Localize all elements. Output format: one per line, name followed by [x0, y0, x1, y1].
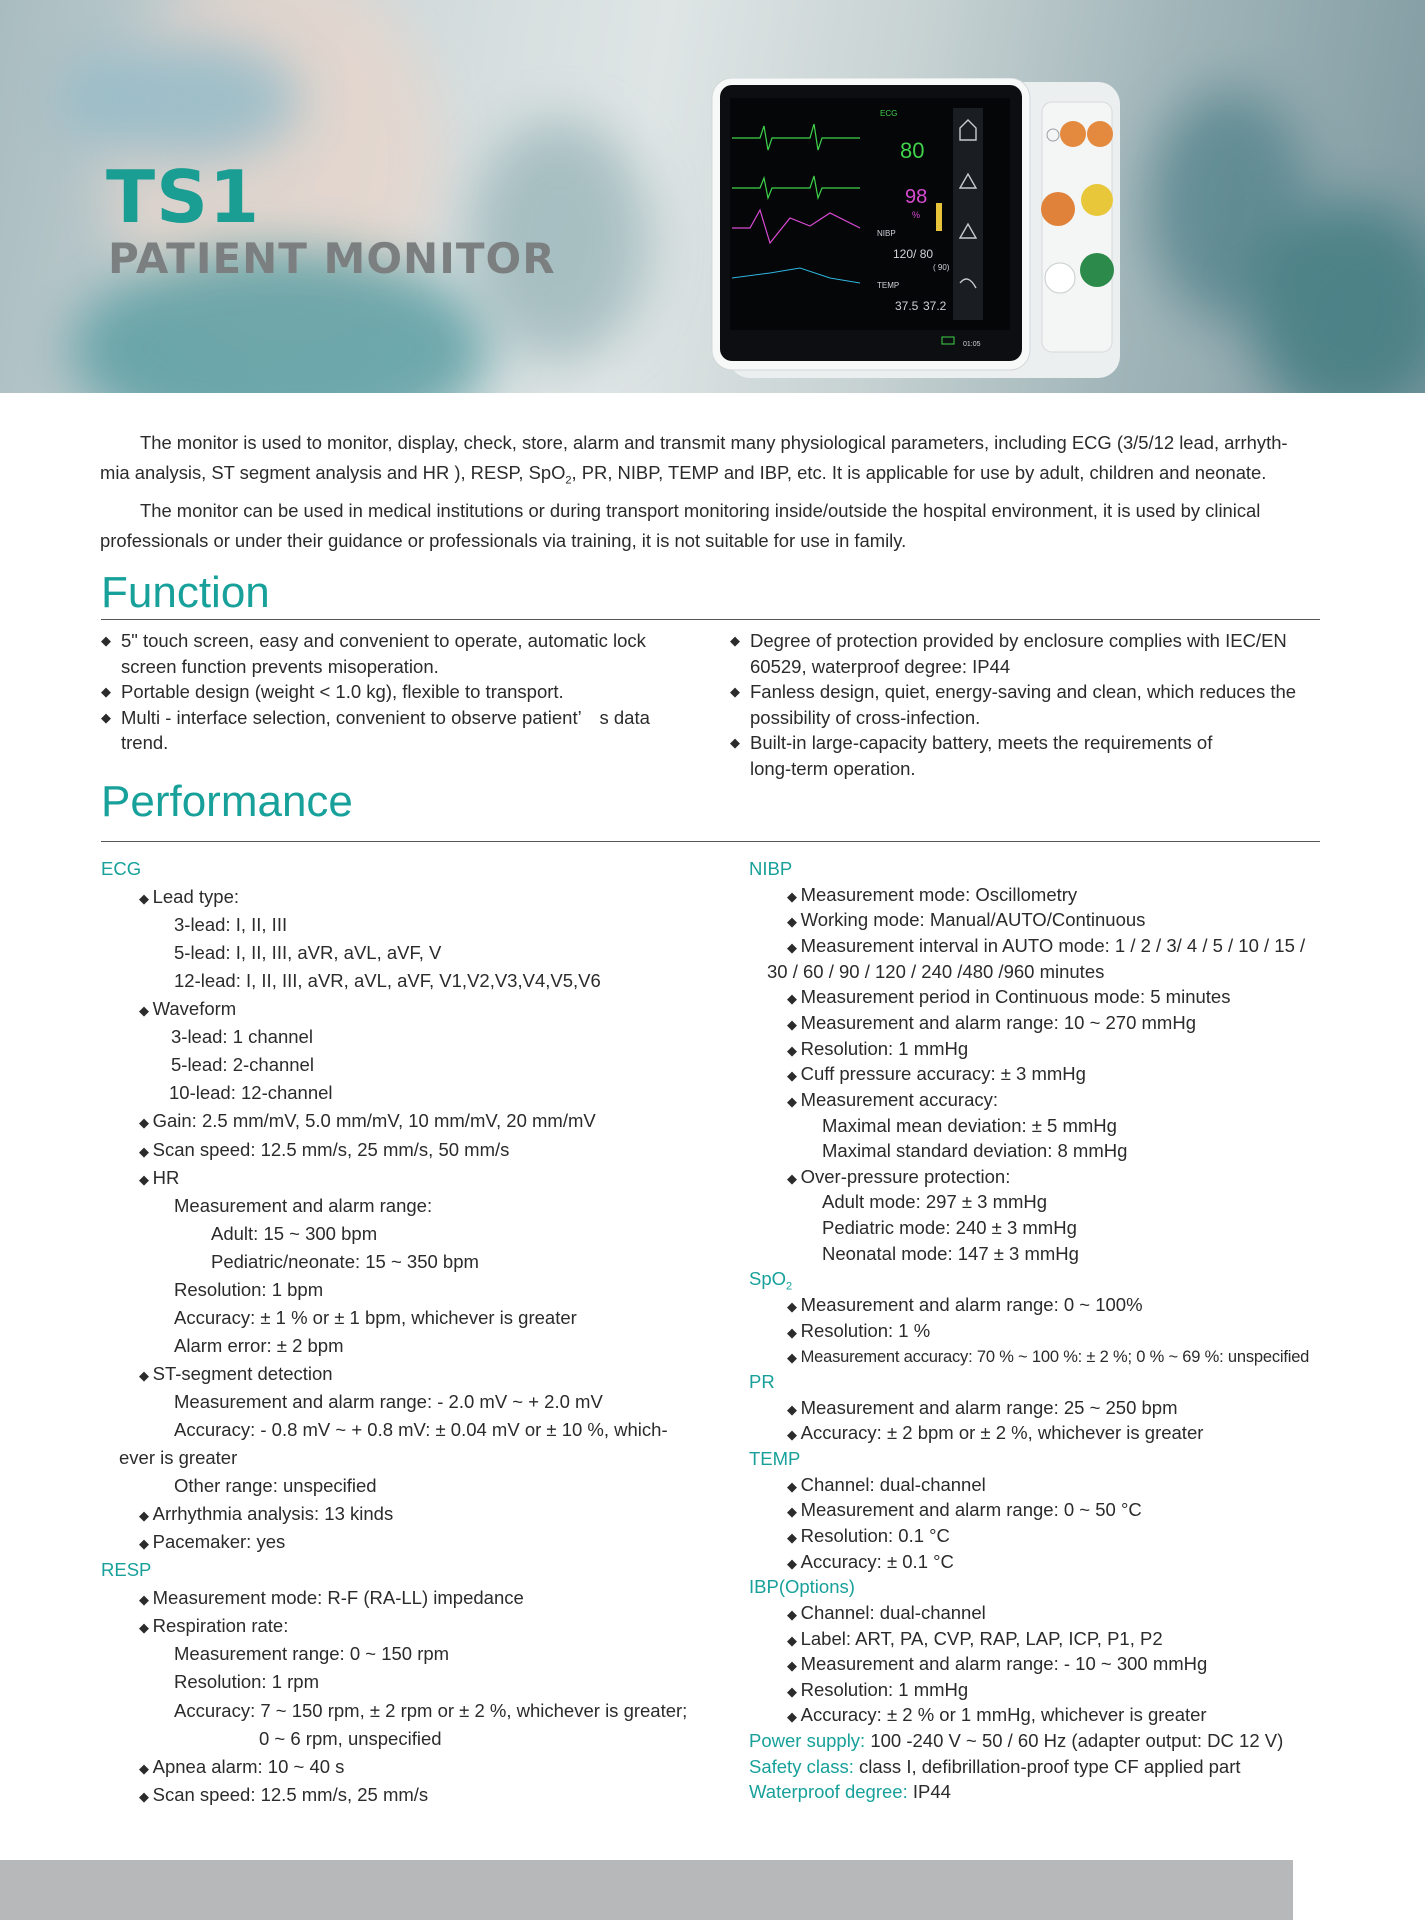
spec-line [211, 1223, 377, 1245]
spec-text: Measurement period in Continuous mode: 5 minutes [800, 986, 1231, 1008]
diamond-bullet-icon: ◆ [139, 1367, 153, 1383]
diamond-bullet-icon: ◆ [787, 1350, 801, 1366]
function-bullet [730, 679, 1322, 730]
intro-description [100, 428, 1322, 556]
screen-temp-label: TEMP [877, 281, 900, 290]
spec-text: Resolution: 1 mmHg [800, 1678, 969, 1700]
spec-text: Accuracy: ± 2 % or 1 mmHg, whichever is greater [800, 1704, 1207, 1726]
spec-text: Measurement and alarm range: 25 ~ 250 bpm [800, 1396, 1178, 1418]
spec-line [787, 1012, 1196, 1034]
spec-line [171, 1054, 314, 1076]
function-bullet-text: long-term operation. [750, 757, 916, 779]
spec-heading-text: TEMP [749, 1447, 801, 1469]
brand-title: TS1 [106, 155, 261, 239]
spec-line [139, 1615, 288, 1637]
spec-value: class I, defibrillation-proof type CF applied part [853, 1755, 1241, 1777]
spec-text: Maximal mean deviation: ± 5 mmHg [822, 1114, 1117, 1136]
spec-text: Measurement accuracy: [800, 1088, 999, 1110]
spec-key: Power supply: [749, 1730, 866, 1752]
intro-text: The monitor is used to monitor, display, check, store, alarm and transmit many physiological parameters, including ECG (3/5/12 lead, arrhyth- [140, 432, 1288, 453]
spec-text: Gain: 2.5 mm/mV, 5.0 mm/mV, 10 mm/mV, 20 mm/mV [152, 1110, 596, 1132]
diamond-bullet-icon: ◆ [139, 1592, 153, 1608]
function-bullet-text: Fanless design, quiet, energy-saving and clean, which reduces the [750, 681, 1297, 703]
spec-key-value [749, 1781, 951, 1803]
spec-text: Waveform [152, 998, 237, 1020]
spec-line [787, 1525, 950, 1547]
footer-bar [0, 1860, 1293, 1920]
hero-background-blur [60, 40, 300, 160]
function-bullet [730, 730, 1322, 781]
spec-line [767, 961, 1104, 983]
diamond-bullet-icon: ◆ [787, 1606, 801, 1622]
function-list-right [730, 628, 1322, 782]
spec-text: Alarm error: ± 2 bpm [174, 1334, 344, 1356]
diamond-bullet-icon: ◆ [139, 1115, 153, 1131]
function-bullet-text: trend. [121, 732, 169, 754]
spec-line [139, 1503, 393, 1525]
diamond-bullet-icon: ◆ [787, 1324, 801, 1340]
screen-hr-value: 80 [900, 138, 925, 163]
diamond-bullet-icon: ◆ [101, 709, 111, 725]
spec-text: Maximal standard deviation: 8 mmHg [822, 1140, 1128, 1162]
spec-text: 10-lead: 12-channel [169, 1082, 333, 1104]
spec-text: Scan speed: 12.5 mm/s, 25 mm/s [152, 1783, 429, 1805]
spec-text: Measurement interval in AUTO mode: 1 / 2 / 3/ 4 / 5 / 10 / 15 / [800, 934, 1306, 956]
spec-text: Measurement mode: R-F (RA-LL) impedance [152, 1587, 524, 1609]
diamond-bullet-icon: ◆ [787, 1042, 801, 1058]
spec-text: Cuff pressure accuracy: ± 3 mmHg [800, 1063, 1086, 1085]
spec-text: 5-lead: I, II, III, aVR, aVL, aVF, V [174, 942, 442, 964]
function-bullet [101, 679, 701, 705]
function-bullet [730, 628, 1322, 679]
intro-text: mia analysis, ST segment analysis and HR ), RESP, SpO [100, 462, 566, 483]
spec-line [169, 1082, 333, 1104]
spec-text: Resolution: 0.1 °C [800, 1524, 950, 1546]
diamond-bullet-icon: ◆ [139, 1003, 153, 1019]
spec-section-heading [749, 1576, 855, 1598]
spec-line [139, 1139, 509, 1161]
diamond-bullet-icon: ◆ [787, 1632, 801, 1648]
diamond-bullet-icon: ◆ [730, 633, 740, 648]
spec-key-value [749, 1730, 1283, 1752]
spec-section-heading [101, 858, 141, 880]
spec-heading-subscript: 2 [786, 1281, 793, 1294]
spec-section-heading [749, 858, 792, 880]
screen-nibp-label: NIBP [877, 229, 896, 238]
spec-text: Measurement and alarm range: 0 ~ 50 °C [800, 1499, 1142, 1521]
diamond-bullet-icon: ◆ [787, 1401, 801, 1417]
spec-text: Resolution: 1 rpm [174, 1671, 319, 1693]
spec-line [787, 1679, 968, 1701]
spec-text: Measurement mode: Oscillometry [800, 883, 1078, 905]
spec-line [787, 1653, 1207, 1675]
screen-nibp-mean: ( 90) [933, 263, 950, 272]
diamond-bullet-icon: ◆ [787, 1093, 801, 1109]
diamond-bullet-icon: ◆ [787, 914, 801, 930]
spec-text: Resolution: 1 bpm [174, 1278, 324, 1300]
diamond-bullet-icon: ◆ [139, 1620, 153, 1636]
function-bullet-text: 5" touch screen, easy and convenient to operate, automatic lock [121, 630, 646, 651]
spec-heading-text: RESP [101, 1559, 152, 1581]
diamond-bullet-icon: ◆ [787, 1504, 801, 1520]
performance-list-left [101, 858, 701, 1808]
spec-text: 5-lead: 2-channel [171, 1054, 314, 1076]
spec-text: Working mode: Manual/AUTO/Continuous [800, 909, 1146, 931]
spec-line [139, 1363, 333, 1385]
spec-heading-text: IBP(Options) [749, 1576, 855, 1598]
diamond-bullet-icon: ◆ [787, 1555, 801, 1571]
diamond-bullet-icon: ◆ [139, 891, 153, 907]
function-bullet [101, 628, 701, 679]
spec-line [787, 1166, 1010, 1188]
spec-text: Measurement and alarm range: - 10 ~ 300 mmHg [800, 1653, 1208, 1675]
spec-line [787, 1320, 930, 1342]
spec-line [174, 1195, 432, 1217]
performance-heading: Performance [101, 777, 353, 826]
spec-line [787, 1551, 954, 1573]
hero-banner [0, 0, 1425, 393]
spec-key: Safety class: [749, 1755, 854, 1777]
spec-text: 30 / 60 / 90 / 120 / 240 /480 /960 minutes [767, 960, 1105, 982]
intro-text: The monitor can be used in medical institutions or during transport monitoring inside/outside the hospital environment, it is used by clinical [140, 499, 1261, 521]
spec-line [787, 884, 1077, 906]
spec-text: Accuracy: - 0.8 mV ~ + 0.8 mV: ± 0.04 mV or ± 10 %, which- [174, 1419, 668, 1440]
screen-nibp-value: 120/ 80 [893, 247, 934, 261]
spec-section-heading [749, 1268, 792, 1293]
spec-value: IP44 [907, 1781, 951, 1803]
spec-heading-text: ECG [101, 858, 142, 879]
function-bullet-text: screen function prevents misoperation. [121, 655, 439, 677]
spec-line [787, 1422, 1203, 1444]
diamond-bullet-icon: ◆ [787, 1016, 801, 1032]
spec-line [174, 1671, 319, 1693]
spec-line [174, 1700, 687, 1722]
diamond-bullet-icon: ◆ [139, 1171, 153, 1187]
spec-line [139, 998, 236, 1020]
spec-section-heading [101, 1559, 151, 1581]
spec-line [822, 1191, 1047, 1213]
function-bullet-text: Portable design (weight < 1.0 kg), flexible to transport. [121, 681, 564, 703]
spec-text: Pediatric mode: 240 ± 3 mmHg [822, 1217, 1077, 1239]
diamond-bullet-icon: ◆ [787, 991, 801, 1007]
spec-text: Channel: dual-channel [800, 1473, 986, 1495]
spec-text: Neonatal mode: 147 ± 3 mmHg [822, 1242, 1079, 1264]
spec-line [174, 1335, 344, 1357]
spec-text: Over-pressure protection: [800, 1165, 1011, 1187]
intro-subscript: 2 [565, 474, 572, 487]
spec-text: Adult mode: 297 ± 3 mmHg [822, 1191, 1048, 1213]
spec-line [174, 1419, 668, 1441]
spec-text: Measurement and alarm range: 10 ~ 270 mmHg [800, 1011, 1196, 1033]
diamond-bullet-icon: ◆ [787, 1068, 801, 1084]
spec-text: 3-lead: 1 channel [171, 1026, 313, 1048]
diamond-bullet-icon: ◆ [787, 1709, 801, 1725]
spec-key: Waterproof degree: [749, 1781, 908, 1803]
spec-text: Adult: 15 ~ 300 bpm [211, 1222, 378, 1244]
spec-text: Lead type: [152, 886, 240, 908]
spec-line [787, 1499, 1142, 1521]
performance-list-right [749, 858, 1329, 1808]
diamond-bullet-icon: ◆ [787, 1427, 801, 1443]
spec-line [787, 986, 1230, 1008]
function-bullet-text: Built-in large-capacity battery, meets the requirements of [750, 732, 1213, 754]
spec-text: Scan speed: 12.5 mm/s, 25 mm/s, 50 mm/s [152, 1138, 510, 1160]
spec-key-value [749, 1756, 1241, 1778]
function-bullet [101, 705, 701, 756]
spec-line [174, 1643, 449, 1665]
spec-text: Measurement range: 0 ~ 150 rpm [174, 1643, 450, 1665]
spec-line [139, 1784, 428, 1806]
spec-text: ST-segment detection [152, 1362, 333, 1384]
function-bullet-text: Multi - interface selection, convenient to observe patient’ s data [121, 706, 650, 728]
spec-line [211, 1251, 479, 1273]
intro-text: professionals or under their guidance or professionals via training, it is not suitable for use in family. [100, 529, 907, 551]
spec-line [119, 1447, 237, 1469]
spec-line [787, 1397, 1178, 1419]
spec-line [787, 1089, 998, 1111]
intro-text: , PR, NIBP, TEMP and IBP, etc. It is applicable for use by adult, children and neonate. [571, 462, 1267, 483]
spec-section-heading [749, 1448, 800, 1470]
spec-line [787, 909, 1145, 931]
spec-line [139, 1167, 179, 1189]
spec-line [822, 1243, 1079, 1265]
spec-line [822, 1140, 1127, 1162]
diamond-bullet-icon: ◆ [101, 684, 111, 700]
spec-line [139, 1531, 285, 1553]
spec-text: Accuracy: ± 2 bpm or ± 2 %, whichever is greater [800, 1422, 1204, 1444]
spec-line [139, 1587, 524, 1609]
diamond-bullet-icon: ◆ [139, 1760, 153, 1776]
spec-line [139, 1756, 344, 1778]
spec-line [174, 1391, 603, 1413]
spec-line [822, 1217, 1077, 1239]
spec-line [259, 1728, 442, 1750]
spec-line [174, 1279, 323, 1301]
spec-text: Resolution: 1 mmHg [800, 1037, 969, 1059]
spec-text: 0 ~ 6 rpm, unspecified [259, 1727, 442, 1749]
performance-divider [101, 841, 1320, 842]
spec-line [174, 914, 287, 936]
diamond-bullet-icon: ◆ [139, 1536, 153, 1552]
spec-line [787, 1704, 1207, 1726]
screen-spo2-unit: % [912, 210, 921, 220]
spec-line [174, 1307, 577, 1329]
function-bullet-text: Degree of protection provided by enclosure complies with IEC/EN [750, 630, 1287, 651]
spec-text: Respiration rate: [152, 1615, 289, 1637]
diamond-bullet-icon: ◆ [101, 633, 111, 648]
spec-text: 3-lead: I, II, III [174, 914, 288, 936]
diamond-bullet-icon: ◆ [139, 1508, 153, 1524]
spec-text: Apnea alarm: 10 ~ 40 s [152, 1755, 345, 1777]
spec-line [787, 1602, 986, 1624]
function-bullet-text: 60529, waterproof degree: IP44 [750, 655, 1011, 677]
diamond-bullet-icon: ◆ [787, 939, 801, 955]
spec-line [139, 1110, 596, 1132]
screen-clock: 01:05 [963, 341, 981, 348]
spec-value: 100 -240 V ~ 50 / 60 Hz (adapter output: DC 12 V) [865, 1730, 1284, 1752]
spec-line [787, 1038, 968, 1060]
diamond-bullet-icon: ◆ [730, 684, 740, 700]
spec-line [822, 1115, 1117, 1137]
diamond-bullet-icon: ◆ [787, 888, 801, 904]
function-heading: Function [101, 568, 270, 617]
diamond-bullet-icon: ◆ [787, 1529, 801, 1545]
screen-temp1-value: 37.5 [895, 299, 919, 313]
spec-heading-text: SpO [749, 1268, 787, 1290]
spec-section-heading [749, 1371, 775, 1393]
diamond-bullet-icon: ◆ [787, 1683, 801, 1699]
spec-text: 12-lead: I, II, III, aVR, aVL, aVF, V1,V2,V3,V4,V5,V6 [174, 970, 601, 992]
spec-text: Measurement and alarm range: 0 ~ 100% [800, 1294, 1143, 1316]
spec-text: Accuracy: 7 ~ 150 rpm, ± 2 rpm or ± 2 %, whichever is greater; [174, 1699, 688, 1721]
spec-line [787, 935, 1305, 957]
spec-text: Arrhythmia analysis: 13 kinds [152, 1503, 394, 1525]
screen-ecg-label: ECG [880, 109, 898, 118]
diamond-bullet-icon: ◆ [139, 1788, 153, 1804]
spec-line [787, 1474, 986, 1496]
spec-text: Accuracy: ± 1 % or ± 1 bpm, whichever is greater [174, 1306, 577, 1328]
spec-text: Pacemaker: yes [152, 1531, 286, 1553]
product-subtitle: PATIENT MONITOR [108, 234, 556, 283]
screen-spo2-value: 98 [905, 186, 928, 208]
function-divider [101, 619, 1320, 620]
function-list-left [101, 628, 701, 756]
spec-text: Measurement accuracy: 70 % ~ 100 %: ± 2 %; 0 % ~ 69 %: unspecified [800, 1348, 1310, 1367]
spec-text: HR [152, 1166, 180, 1188]
diamond-bullet-icon: ◆ [787, 1478, 801, 1494]
spec-line [787, 1294, 1143, 1316]
spec-line [139, 886, 239, 908]
diamond-bullet-icon: ◆ [787, 1658, 801, 1674]
spec-text: Other range: unspecified [174, 1475, 377, 1497]
diamond-bullet-icon: ◆ [139, 1143, 153, 1159]
patient-monitor-device-image [710, 78, 1130, 380]
spec-text: ever is greater [119, 1447, 238, 1469]
function-bullet-text: possibility of cross-infection. [750, 706, 981, 728]
spec-text: Channel: dual-channel [800, 1601, 986, 1623]
spec-line [787, 1345, 1309, 1367]
diamond-bullet-icon: ◆ [730, 735, 740, 751]
spec-line [787, 1063, 1086, 1085]
spec-text: Pediatric/neonate: 15 ~ 350 bpm [211, 1250, 479, 1272]
spec-heading-text: NIBP [749, 858, 793, 879]
spec-line [174, 970, 601, 992]
spec-text: Label: ART, PA, CVP, RAP, LAP, ICP, P1, P2 [800, 1627, 1163, 1649]
screen-temp2-value: 37.2 [923, 299, 947, 313]
diamond-bullet-icon: ◆ [787, 1299, 801, 1315]
spec-text: Measurement and alarm range: [174, 1194, 433, 1216]
spec-text: Accuracy: ± 0.1 °C [800, 1550, 954, 1572]
spec-line [174, 942, 441, 964]
spec-line [174, 1475, 377, 1497]
spec-text: Resolution: 1 % [800, 1319, 931, 1341]
diamond-bullet-icon: ◆ [787, 1170, 801, 1186]
spec-line [171, 1026, 313, 1048]
spec-line [787, 1628, 1163, 1650]
spec-text: Measurement and alarm range: - 2.0 mV ~ + 2.0 mV [174, 1390, 603, 1412]
spec-heading-text: PR [749, 1371, 775, 1392]
